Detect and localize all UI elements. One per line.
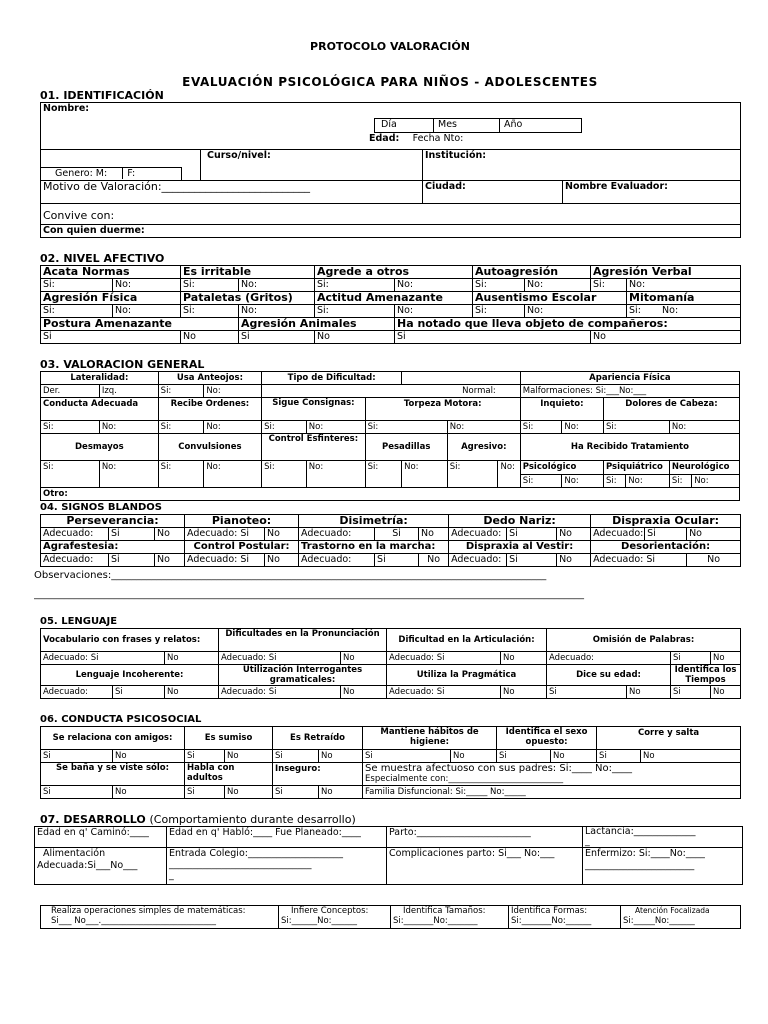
anio-label: Año bbox=[499, 119, 522, 132]
si-cell[interactable]: Si bbox=[375, 528, 419, 541]
matematicas-answer: Si___ No___.___________________________ bbox=[51, 916, 216, 926]
desmayos-label: Desmayos bbox=[41, 434, 159, 461]
no-cell[interactable]: No: bbox=[525, 305, 627, 318]
si-cell[interactable]: Si: bbox=[262, 421, 307, 434]
no-cell[interactable]: No bbox=[501, 652, 547, 665]
no-cell[interactable]: No bbox=[591, 331, 741, 344]
no-cell[interactable]: No bbox=[687, 554, 741, 567]
recibe-ordenes-label: Recibe Ordenes: bbox=[158, 398, 261, 421]
section-signos-blandos-heading: 04. SIGNOS BLANDOS bbox=[40, 502, 162, 513]
agrede-label: Agrede a otros bbox=[315, 266, 473, 279]
matematicas-label: Realiza operaciones simples de matemáticas: bbox=[51, 906, 246, 916]
dice-edad-label: Dice su edad: bbox=[547, 665, 671, 686]
no-cell[interactable]: No: bbox=[395, 279, 473, 292]
si-cell[interactable]: Si: bbox=[158, 385, 204, 398]
ausentismo-label: Ausentismo Escolar bbox=[473, 292, 627, 305]
tratamiento-label: Ha Recibido Tratamiento bbox=[520, 434, 739, 461]
pataletas-label: Pataletas (Gritos) bbox=[181, 292, 315, 305]
mes-label: Mes bbox=[433, 119, 457, 132]
no-cell[interactable]: No bbox=[319, 786, 363, 799]
postura-amenazante-label: Postura Amenazante bbox=[41, 318, 239, 331]
no-cell[interactable]: No bbox=[551, 750, 597, 763]
afectuoso-cell[interactable] bbox=[363, 763, 741, 786]
pronunciacion-label: Dificultades en la Pronunciación bbox=[219, 629, 387, 652]
colegio-label: Entrada Colegio:____________________ bbox=[169, 848, 343, 859]
no-cell[interactable]: No: bbox=[239, 305, 315, 318]
neurologico-label: Neurológico bbox=[669, 461, 739, 475]
tamanos-answer: Si:_______No:_______ bbox=[393, 916, 478, 926]
no-cell[interactable]: No: bbox=[692, 474, 740, 488]
tamanos-field[interactable] bbox=[391, 906, 509, 929]
normal-cell[interactable]: Normal: bbox=[262, 385, 521, 398]
hablo-field[interactable]: Edad en q' Habló:____ Fue Planeado:____ bbox=[167, 827, 387, 848]
formas-field[interactable] bbox=[509, 906, 621, 929]
si-cell[interactable]: Si: bbox=[181, 305, 239, 318]
objeto-companeros-label: Ha notado que lleva objeto de compañeros: bbox=[395, 318, 741, 331]
si-cell[interactable]: Si bbox=[375, 554, 419, 567]
no-cell[interactable]: No: bbox=[498, 461, 520, 488]
mitomania-label: Mitomanía bbox=[627, 292, 741, 305]
retraido-label: Es Retraído bbox=[273, 727, 363, 750]
lactancia-line: _ bbox=[585, 836, 590, 847]
institucion-label: Institución: bbox=[425, 150, 487, 161]
habla-adultos-label: Habla con adultos bbox=[185, 763, 273, 786]
lenguaje-table bbox=[40, 628, 741, 699]
adecuado-cell[interactable]: Adecuado: bbox=[449, 528, 507, 541]
infiere-answer: Si:______No:______ bbox=[281, 916, 358, 926]
otro-label: Otro: bbox=[43, 489, 68, 499]
observaciones-line[interactable]: Observaciones:_______________________________________________________________________________________ bbox=[34, 570, 547, 581]
no-cell[interactable]: No bbox=[165, 686, 219, 699]
si-cell[interactable]: Si: bbox=[520, 474, 562, 488]
otro-field[interactable] bbox=[41, 488, 740, 501]
afectuoso-label: Se muestra afectuoso con sus padres: Si:____ No:____ bbox=[365, 763, 632, 774]
si-cell[interactable]: Si: bbox=[181, 279, 239, 292]
si-cell[interactable]: Si: bbox=[262, 461, 307, 488]
no-cell[interactable]: No: bbox=[402, 461, 448, 488]
document-subtitle: EVALUACIÓN PSICOLÓGICA PARA NIÑOS - ADOLESCENTES bbox=[182, 75, 598, 89]
perseverancia-label: Perseverancia: bbox=[41, 515, 185, 528]
enfermizo-field[interactable] bbox=[583, 848, 743, 885]
alimentacion-adecuada-label: Adecuada:Si___No___ bbox=[37, 860, 138, 871]
autoagresion-label: Autoagresión bbox=[473, 266, 591, 279]
formas-label: Identifica Formas: bbox=[511, 906, 588, 916]
edad-label: Edad: bbox=[369, 133, 400, 144]
si-cell[interactable]: Si: bbox=[520, 421, 562, 434]
adecuado-si-cell[interactable]: Adecuado: Si bbox=[387, 652, 501, 665]
fecha-box bbox=[374, 118, 582, 133]
motivo-field[interactable] bbox=[41, 181, 423, 204]
tamanos-label: Identifica Tamaños: bbox=[403, 906, 486, 916]
section-desarrollo-heading bbox=[40, 813, 740, 826]
conducta-psicosocial-table bbox=[40, 726, 741, 799]
no-cell[interactable]: No: bbox=[204, 385, 262, 398]
adecuado-cell[interactable]: Adecuado: bbox=[41, 554, 109, 567]
evaluador-label: Nombre Evaluador: bbox=[565, 181, 668, 192]
curso-label: Curso/nivel: bbox=[207, 150, 271, 161]
si-cell[interactable]: Si: bbox=[158, 461, 204, 488]
dispraxia-ocular-label: Dispraxia Ocular: bbox=[591, 515, 741, 528]
convive-field[interactable] bbox=[41, 204, 741, 225]
si-cell[interactable]: Si: bbox=[41, 279, 113, 292]
no-cell[interactable]: No: bbox=[525, 279, 591, 292]
no-cell[interactable]: No bbox=[711, 686, 741, 699]
no-cell[interactable]: No: bbox=[562, 474, 604, 488]
agresion-fisica-label: Agresión Física bbox=[41, 292, 181, 305]
si-cell[interactable]: Si: bbox=[41, 305, 113, 318]
dolores-label: Dolores de Cabeza: bbox=[603, 398, 739, 421]
convive-label: Convive con: bbox=[43, 209, 115, 222]
si-cell[interactable]: Si bbox=[507, 554, 557, 567]
omision-label: Omisión de Palabras: bbox=[547, 629, 741, 652]
atencion-answer: Si:_____No:______ bbox=[623, 916, 695, 926]
pianoteo-label: Pianoteo: bbox=[185, 515, 299, 528]
no-cell[interactable]: No bbox=[113, 786, 185, 799]
enfermizo-label: Enfermizo: Si:____No:____ bbox=[585, 848, 705, 859]
adecuado-si-cell[interactable]: Adecuado: Si bbox=[591, 554, 687, 567]
evaluador-field[interactable] bbox=[563, 181, 741, 204]
si-cell[interactable]: Si bbox=[109, 528, 155, 541]
si-cell[interactable]: Si: bbox=[41, 421, 100, 434]
no-label: No: bbox=[662, 305, 679, 316]
fecha-nto-label: Fecha Nto: bbox=[412, 133, 464, 144]
inseguro-label: Inseguro: bbox=[273, 763, 363, 786]
si-cell[interactable]: Si: bbox=[365, 421, 447, 434]
no-cell[interactable]: No bbox=[341, 652, 387, 665]
no-cell[interactable]: No: bbox=[447, 421, 520, 434]
si-cell[interactable]: Si: bbox=[591, 279, 627, 292]
conducta-adecuada-label: Conducta Adecuada bbox=[41, 398, 159, 421]
agresivo-label: Agresivo: bbox=[447, 434, 520, 461]
no-cell[interactable]: No: bbox=[204, 421, 262, 434]
protocol-page bbox=[34, 0, 740, 929]
genero-m-label: Genero: M: bbox=[55, 168, 108, 179]
blank-cell bbox=[402, 372, 521, 385]
desarrollo-title: 07. DESARROLLO bbox=[40, 813, 146, 826]
control-postular-label: Control Postular: bbox=[185, 541, 299, 554]
si-cell[interactable]: Si bbox=[363, 750, 451, 763]
si-cell[interactable]: Si bbox=[273, 786, 319, 799]
si-cell[interactable]: Si bbox=[671, 652, 711, 665]
actitud-amenazante-label: Actitud Amenazante bbox=[315, 292, 473, 305]
no-cell[interactable]: No bbox=[419, 554, 449, 567]
duerme-label: Con quien duerme: bbox=[43, 225, 145, 236]
si-cell[interactable]: Si bbox=[41, 750, 113, 763]
no-cell[interactable]: No bbox=[627, 686, 671, 699]
si-cell[interactable]: Si: bbox=[447, 461, 498, 488]
formas-answer: Si:_______No:______ bbox=[511, 916, 592, 926]
vocabulario-label: Vocabulario con frases y relatos: bbox=[41, 629, 219, 652]
no-cell[interactable]: No: bbox=[626, 474, 670, 488]
adecuado-cell[interactable]: Adecuado: bbox=[547, 652, 671, 665]
si-cell[interactable]: Si: bbox=[473, 305, 525, 318]
pragmatica-label: Utiliza la Pragmática bbox=[387, 665, 547, 686]
corre-salta-label: Corre y salta bbox=[597, 727, 741, 750]
no-cell[interactable]: No: bbox=[113, 279, 181, 292]
signos-blandos-table bbox=[40, 514, 741, 567]
no-cell[interactable]: No: bbox=[306, 421, 365, 434]
no-cell[interactable]: No bbox=[451, 750, 497, 763]
lactancia-field[interactable] bbox=[583, 827, 743, 848]
atencion-field[interactable] bbox=[621, 906, 741, 929]
adecuado-cell[interactable]: Adecuado: bbox=[41, 686, 113, 699]
matematicas-field[interactable] bbox=[41, 906, 279, 929]
alimentacion-field[interactable] bbox=[35, 848, 167, 885]
adecuado-si-cell[interactable]: Adecuado: Si bbox=[185, 554, 265, 567]
si-cell[interactable]: Si bbox=[273, 750, 319, 763]
no-cell[interactable]: No: bbox=[204, 461, 262, 488]
no-cell[interactable]: No bbox=[641, 750, 741, 763]
adecuado-cell[interactable]: Adecuado: bbox=[299, 528, 375, 541]
si-cell[interactable]: Si bbox=[497, 750, 551, 763]
identifica-tiempos-label: Identifica los Tiempos bbox=[671, 665, 741, 686]
genero-f-label: F: bbox=[122, 168, 135, 179]
familia-cell[interactable]: Familia Disfuncional: Si:_____ No:_____ bbox=[363, 786, 741, 799]
no-cell[interactable]: No: bbox=[627, 279, 741, 292]
genero-field[interactable] bbox=[41, 150, 201, 181]
section-valoracion-general-heading: 03. VALORACION GENERAL bbox=[40, 358, 205, 371]
no-cell[interactable]: No bbox=[181, 331, 239, 344]
no-cell[interactable]: No: bbox=[113, 305, 181, 318]
no-cell[interactable]: No: bbox=[99, 421, 158, 434]
parto-field[interactable]: Parto:________________________ bbox=[387, 827, 583, 848]
camino-field[interactable]: Edad en q' Caminó:____ bbox=[35, 827, 167, 848]
si-cell[interactable]: Si bbox=[41, 331, 181, 344]
no-cell[interactable]: No bbox=[225, 786, 273, 799]
complicaciones-field[interactable]: Complicaciones parto: Si___ No:___ bbox=[387, 848, 583, 885]
desarrollo-table bbox=[34, 826, 743, 885]
si-cell[interactable]: Si: bbox=[315, 305, 395, 318]
section-nivel-afectivo-heading: 02. NIVEL AFECTIVO bbox=[40, 252, 165, 265]
si-cell[interactable]: Si bbox=[645, 528, 687, 541]
si-cell[interactable]: Si bbox=[239, 331, 315, 344]
sexo-opuesto-label: Identifica el sexo opuesto: bbox=[497, 727, 597, 750]
no-cell[interactable]: No bbox=[319, 750, 363, 763]
trastorno-marcha-label: Trastorno en la marcha: bbox=[299, 541, 449, 554]
identificacion-table bbox=[40, 102, 741, 238]
colegio-line: ______________________________ bbox=[169, 859, 312, 870]
adecuado-si-cell[interactable]: Adecuado: Si bbox=[387, 686, 501, 699]
si-cell[interactable]: Si: bbox=[603, 421, 669, 434]
atencion-label: Atención Focalizada bbox=[635, 906, 710, 915]
no-cell[interactable]: No bbox=[419, 528, 449, 541]
observaciones-line-2[interactable]: ______________________________________________________________________________________________________________ bbox=[34, 589, 584, 600]
malformaciones-cell[interactable]: Malformaciones: Si:___No:___ bbox=[520, 385, 739, 398]
no-cell[interactable]: No bbox=[225, 750, 273, 763]
no-cell[interactable]: No bbox=[687, 528, 741, 541]
no-cell[interactable]: No bbox=[315, 331, 395, 344]
anteojos-label: Usa Anteojos: bbox=[158, 372, 261, 385]
no-cell[interactable]: No: bbox=[239, 279, 315, 292]
relaciona-amigos-label: Se relaciona con amigos: bbox=[41, 727, 185, 750]
edad-row bbox=[369, 133, 463, 145]
nombre-label: Nombre: bbox=[43, 103, 90, 114]
ciudad-field[interactable] bbox=[423, 181, 563, 204]
agresion-verbal-label: Agresión Verbal bbox=[591, 266, 741, 279]
valoracion-general-table bbox=[40, 371, 740, 501]
si-cell[interactable]: Si bbox=[113, 686, 165, 699]
institucion-field[interactable] bbox=[423, 150, 741, 181]
nivel-afectivo-table bbox=[40, 265, 741, 344]
especialmente-label: Especialmente con:___________________________ bbox=[365, 774, 564, 784]
no-cell[interactable]: No bbox=[501, 686, 547, 699]
adecuado-si-cell[interactable]: Adecuado: Si bbox=[219, 686, 341, 699]
curso-field[interactable] bbox=[201, 150, 423, 181]
si-cell[interactable]: Si: bbox=[158, 421, 204, 434]
si-cell[interactable]: Si bbox=[547, 686, 627, 699]
enfermizo-line: _______________________ bbox=[585, 860, 695, 871]
adecuado-si-cell[interactable]: Adecuado: Si bbox=[185, 528, 265, 541]
si-cell[interactable]: Si bbox=[185, 786, 225, 799]
desarrollo-note: (Comportamiento durante desarrollo) bbox=[149, 813, 356, 826]
apariencia-label: Apariencia Física bbox=[520, 372, 739, 385]
no-cell[interactable]: No: bbox=[395, 305, 473, 318]
no-cell[interactable]: No bbox=[557, 554, 591, 567]
agresion-animales-label: Agresión Animales bbox=[239, 318, 395, 331]
si-cell[interactable]: Si bbox=[395, 331, 591, 344]
si-cell[interactable]: Si: bbox=[315, 279, 395, 292]
sumiso-label: Es sumiso bbox=[185, 727, 273, 750]
se-bana-label: Se baña y se viste sólo: bbox=[41, 763, 185, 786]
lateralidad-label: Lateralidad: bbox=[41, 372, 159, 385]
adecuado-si-cell[interactable]: Adecuado: Si bbox=[41, 652, 165, 665]
articulacion-label: Dificultad en la Articulación: bbox=[387, 629, 547, 652]
izq-cell[interactable]: Izq. bbox=[99, 385, 158, 398]
sigue-consignas-label: Sigue Consignas: bbox=[262, 398, 365, 421]
der-cell[interactable]: Der. bbox=[41, 385, 100, 398]
dedo-nariz-label: Dedo Nariz: bbox=[449, 515, 591, 528]
no-cell[interactable]: No bbox=[155, 554, 185, 567]
si-cell[interactable]: Si: bbox=[365, 461, 402, 488]
no-cell[interactable]: No bbox=[711, 652, 741, 665]
psicologico-label: Psicológico bbox=[520, 461, 603, 475]
acata-normas-label: Acata Normas bbox=[41, 266, 181, 279]
si-cell[interactable]: Si bbox=[41, 786, 113, 799]
no-cell[interactable]: No bbox=[557, 528, 591, 541]
adecuado-cell[interactable]: Adecuado: bbox=[449, 554, 507, 567]
section-identificacion-heading: 01. IDENTIFICACIÓN bbox=[40, 89, 164, 102]
interrogantes-label: Utilización Interrogantes gramaticales: bbox=[219, 665, 387, 686]
alimentacion-label: Alimentación bbox=[43, 848, 106, 859]
si-cell[interactable]: Si bbox=[109, 554, 155, 567]
si-cell[interactable]: Si: bbox=[669, 474, 691, 488]
si-cell[interactable]: Si: bbox=[41, 461, 100, 488]
si-cell[interactable]: Si bbox=[671, 686, 711, 699]
document-title: PROTOCOLO VALORACIÓN bbox=[310, 40, 470, 53]
psiquiatrico-label: Psiquiátrico bbox=[603, 461, 669, 475]
pesadillas-label: Pesadillas bbox=[365, 434, 447, 461]
adecuado-si-cell[interactable]: Adecuado: Si bbox=[219, 652, 341, 665]
no-cell[interactable]: No: bbox=[562, 421, 604, 434]
si-cell[interactable]: Si bbox=[597, 750, 641, 763]
duerme-field[interactable] bbox=[41, 225, 741, 238]
adecuado-cell[interactable]: Adecuado: bbox=[41, 528, 109, 541]
convulsiones-label: Convulsiones bbox=[158, 434, 261, 461]
no-cell[interactable]: No bbox=[341, 686, 387, 699]
disimetria-label: Disimetría: bbox=[299, 515, 449, 528]
si-label: Si: bbox=[629, 305, 641, 316]
si-cell[interactable]: Si: bbox=[603, 474, 625, 488]
incoherente-label: Lenguaje Incoherente: bbox=[41, 665, 219, 686]
section-lenguaje-heading: 05. LENGUAJE bbox=[40, 616, 118, 627]
torpeza-label: Torpeza Motora: bbox=[365, 398, 520, 421]
no-cell[interactable]: No bbox=[165, 652, 219, 665]
no-cell[interactable]: No: bbox=[669, 421, 739, 434]
no-cell[interactable]: No bbox=[155, 528, 185, 541]
si-no-cell[interactable] bbox=[627, 305, 741, 318]
no-cell[interactable]: No bbox=[113, 750, 185, 763]
infiere-label: Infiere Conceptos: bbox=[291, 906, 369, 916]
si-cell[interactable]: Si bbox=[507, 528, 557, 541]
colegio-line-2: _ bbox=[169, 870, 174, 881]
esfinteres-label: Control Esfinteres: bbox=[262, 434, 365, 461]
si-cell[interactable]: Si bbox=[185, 750, 225, 763]
no-cell[interactable]: No: bbox=[306, 461, 365, 488]
dia-label: Día bbox=[381, 119, 397, 130]
nombre-field[interactable] bbox=[41, 103, 741, 150]
irritable-label: Es irritable bbox=[181, 266, 315, 279]
colegio-field[interactable] bbox=[167, 848, 387, 885]
inquieto-label: Inquieto: bbox=[520, 398, 603, 421]
ciudad-label: Ciudad: bbox=[425, 181, 466, 192]
higiene-label: Mantiene hábitos de higiene: bbox=[363, 727, 497, 750]
infiere-field[interactable] bbox=[279, 906, 391, 929]
adecuado-cell[interactable]: Adecuado: bbox=[591, 528, 645, 541]
tipo-dificultad-label: Tipo de Dificultad: bbox=[262, 372, 402, 385]
desorientacion-label: Desorientación: bbox=[591, 541, 741, 554]
no-cell[interactable]: No bbox=[265, 554, 299, 567]
agrafestesia-label: Agrafestesia: bbox=[41, 541, 185, 554]
si-cell[interactable]: Si: bbox=[473, 279, 525, 292]
dispraxia-vestir-label: Dispraxia al Vestir: bbox=[449, 541, 591, 554]
adecuado-cell[interactable]: Adecuado: bbox=[299, 554, 375, 567]
motivo-label: Motivo de Valoración:___________________________ bbox=[43, 180, 311, 193]
section-conducta-psicosocial-heading: 06. CONDUCTA PSICOSOCIAL bbox=[40, 714, 202, 725]
lactancia-label: Lactancia:_____________ bbox=[585, 826, 696, 837]
habilidades-table bbox=[40, 905, 741, 929]
no-cell[interactable]: No bbox=[265, 528, 299, 541]
no-cell[interactable]: No: bbox=[99, 461, 158, 488]
